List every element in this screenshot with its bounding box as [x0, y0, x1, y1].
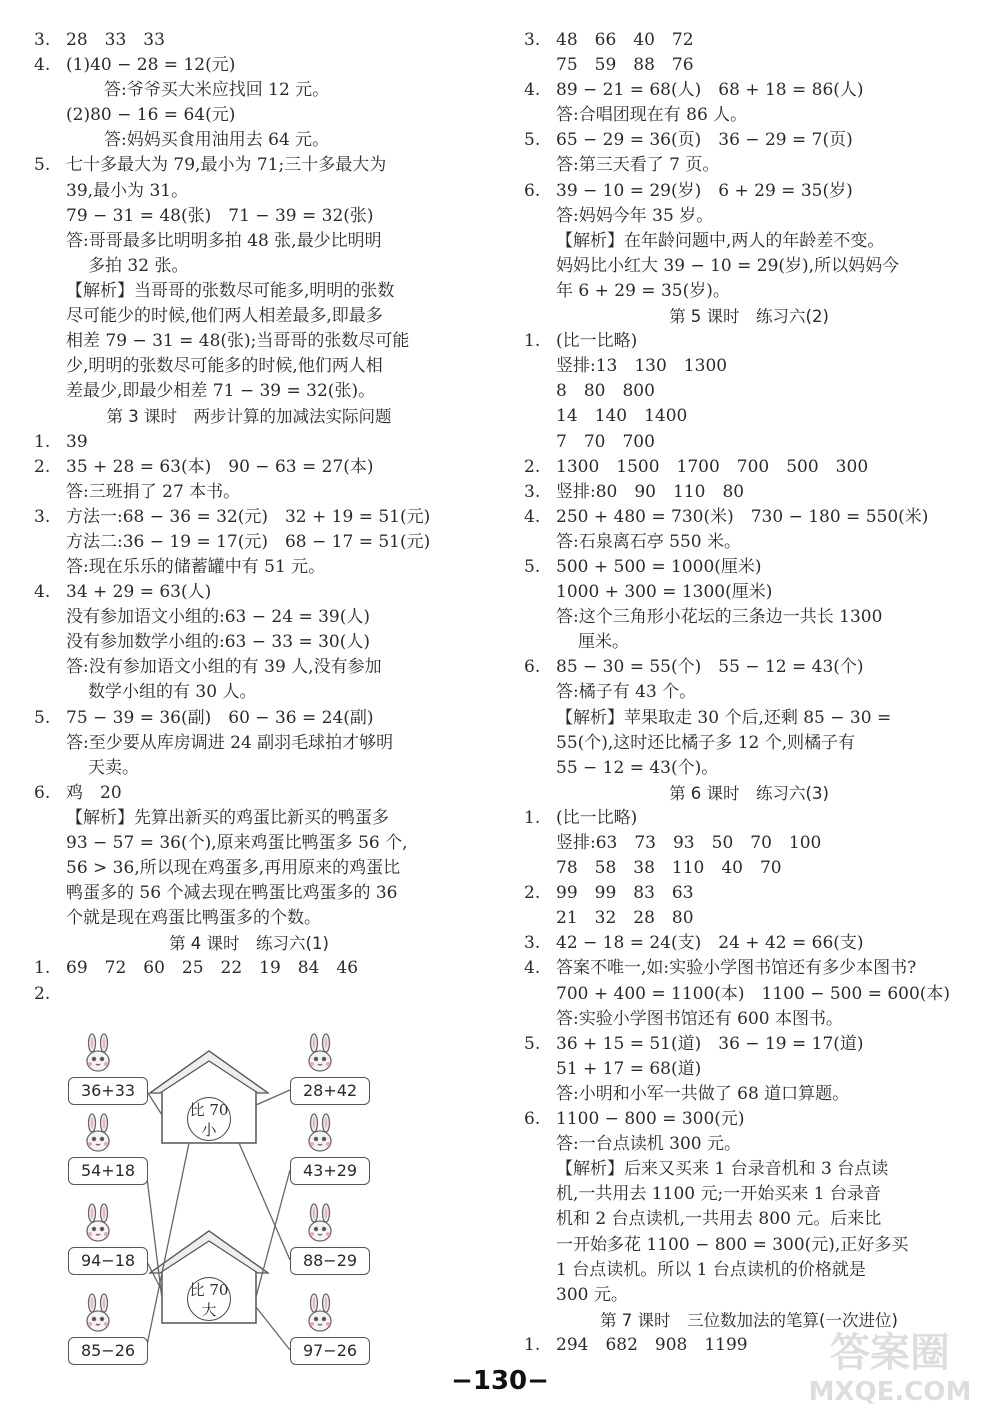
answer-line: [524, 756, 974, 781]
answer-text: 【解析】苹果取走 30 个后,还剩 85 − 30 =: [556, 707, 892, 728]
answer-text: 没有参加语文小组的:63 − 24 = 39(人): [66, 607, 370, 628]
answer-text: 答:至少要从库房调进 24 副羽毛球拍才够明: [66, 732, 394, 753]
answer-text: 79 − 31 = 48(张) 71 − 39 = 32(张): [66, 205, 374, 226]
answer-text: 竖排:63 73 93 50 70 100: [556, 833, 822, 853]
question-number: 4.: [524, 958, 541, 979]
answer-line: [34, 229, 464, 254]
answer-line: [524, 580, 974, 605]
answer-line: [524, 480, 974, 505]
answer-line: [524, 655, 974, 680]
answer-line: [524, 379, 974, 404]
answer-line: [524, 254, 974, 279]
answer-line: [524, 1032, 974, 1057]
answer-text: 36 + 15 = 51(道) 36 − 19 = 17(道): [556, 1033, 864, 1054]
answer-line: [34, 179, 464, 204]
answer-line: [34, 103, 464, 128]
answer-text: 竖排:13 130 1300: [556, 356, 728, 377]
right-expression-box: 97−26: [290, 1337, 370, 1365]
answer-line: [34, 329, 464, 354]
question-number: 3.: [524, 481, 541, 502]
answer-line: [524, 404, 974, 429]
answer-text: 答:三班捐了 27 本书。: [66, 481, 241, 502]
answer-text: 99 99 83 63: [556, 883, 694, 904]
answer-line: [34, 982, 464, 1007]
answer-text: 差最少,即最少相差 71 − 39 = 32(张)。: [66, 381, 376, 402]
question-number: 6.: [524, 657, 541, 678]
answer-text: 250 + 480 = 730(米) 730 − 180 = 550(米): [556, 506, 929, 527]
answer-text: 39,最小为 31。: [66, 180, 189, 201]
answer-line: [524, 430, 974, 455]
answer-text: 42 − 18 = 24(支) 24 + 42 = 66(支): [556, 933, 864, 954]
answer-line: [524, 1082, 974, 1107]
right-expression-box: 43+29: [290, 1157, 370, 1185]
answer-line: [34, 956, 464, 981]
question-number: 1.: [524, 1334, 541, 1355]
question-number: 5.: [34, 707, 51, 728]
question-number: 2.: [524, 456, 541, 477]
answer-line: [524, 505, 974, 530]
answer-text: 答:爷爷买大米应找回 12 元。: [104, 80, 330, 101]
right-expression-box: 28+42: [290, 1077, 370, 1105]
answer-line: [34, 655, 464, 680]
answer-text: 1000 + 300 = 1300(厘米): [556, 582, 773, 603]
answer-text: 1 台点读机。所以 1 台点读机的价格就是: [556, 1259, 866, 1280]
question-number: 4.: [524, 80, 541, 101]
answer-line: [34, 580, 464, 605]
right-column: [524, 28, 974, 1358]
answer-text: 答:石泉离石亭 550 米。: [556, 531, 741, 552]
question-number: 2.: [34, 983, 51, 1004]
answer-line: [34, 756, 464, 781]
answer-line: [34, 430, 464, 455]
answer-text: 厘米。: [578, 632, 629, 653]
answer-text: 机和 2 台点读机,一共用去 800 元。后来比: [556, 1209, 882, 1230]
answer-text: 鸡 20: [66, 782, 122, 803]
answer-text: 【解析】当哥哥的张数尽可能多,明明的张数: [66, 280, 395, 301]
answer-line: [524, 630, 974, 655]
answer-text: 少,明明的张数尽可能多的时候,他们两人相: [66, 356, 383, 377]
answer-text: 答:妈妈买食用油用去 64 元。: [104, 130, 330, 151]
house-label-greater-than-70: [187, 1277, 231, 1321]
answer-text: 答:合唱团现在有 86 人。: [556, 105, 748, 126]
answer-line: [34, 680, 464, 705]
answer-text: 55(个),这时还比橘子多 12 个,则橘子有: [556, 732, 856, 753]
answer-line: [524, 179, 974, 204]
answer-text: 7 70 700: [556, 431, 655, 452]
answer-text: 51 + 17 = 68(道): [556, 1058, 702, 1079]
answer-line: [524, 1207, 974, 1232]
answer-line: [524, 831, 974, 856]
watermark-title: 答案圈: [830, 1330, 950, 1376]
answer-text: 相差 79 − 31 = 48(张);当哥哥的张数尽可能: [66, 331, 410, 352]
left-expression-box: 94−18: [68, 1247, 148, 1275]
answer-line: [34, 906, 464, 931]
answer-line: [524, 1057, 974, 1082]
answer-line: [524, 555, 974, 580]
answer-text: 答:这个三角形小花坛的三条边一共长 1300: [556, 607, 883, 628]
answer-line: [34, 706, 464, 731]
answer-text: 48 66 40 72: [556, 30, 694, 50]
rabbit-icon: [78, 1293, 118, 1335]
answer-text: 65 − 29 = 36(页) 36 − 29 = 7(页): [556, 130, 853, 151]
answer-text: 机,一共用去 1100 元;一开始买来 1 台录音: [556, 1184, 881, 1205]
answer-text: 答:橘子有 43 个。: [556, 682, 697, 703]
answer-text: 多拍 32 张。: [88, 255, 189, 276]
answer-line: [524, 982, 974, 1007]
answer-line: [524, 128, 974, 153]
house-label-less-than-70: [187, 1097, 231, 1141]
answer-line: [34, 630, 464, 655]
answer-line: [524, 1157, 974, 1182]
answer-text: 答案不唯一,如:实验小学图书馆还有多少本图书?: [556, 958, 917, 979]
answer-line: [34, 128, 464, 153]
section-heading: 第 7 课时 三位数加法的笔算(一次进位): [600, 1310, 898, 1330]
answer-line: [524, 455, 974, 480]
answer-line: [34, 731, 464, 756]
answer-text: 答:没有参加语文小组的有 39 人,没有参加: [66, 657, 382, 678]
answer-line: [524, 1007, 974, 1032]
question-number: 1.: [34, 431, 51, 452]
answer-line: [524, 731, 974, 756]
answer-line: [524, 1182, 974, 1207]
answer-line: [524, 329, 974, 354]
answer-line: [524, 53, 974, 78]
answer-line: [34, 304, 464, 329]
connector-line: [146, 1170, 162, 1299]
answer-line: [34, 78, 464, 103]
answer-line: [524, 1283, 974, 1308]
section-heading: 第 4 课时 练习六(1): [169, 934, 329, 954]
answer-text: 89 − 21 = 68(人) 68 + 18 = 86(人): [556, 80, 864, 101]
question-number: 5.: [524, 1033, 541, 1054]
answer-text: 没有参加数学小组的:63 − 33 = 30(人): [66, 632, 370, 653]
connector-line: [256, 1307, 290, 1350]
answer-line: [34, 379, 464, 404]
left-expression-box: 85−26: [68, 1337, 148, 1365]
answer-text: 300 元。: [556, 1284, 628, 1305]
connector-line: [256, 1170, 290, 1297]
left-expression-box: 54+18: [68, 1157, 148, 1185]
answer-line: [524, 28, 974, 53]
left-expression-box: 36+33: [68, 1077, 148, 1105]
answer-line: [34, 831, 464, 856]
answer-text: 鸭蛋多的 56 个减去现在鸭蛋比鸡蛋多的 36: [66, 883, 398, 904]
rabbit-icon: [78, 1113, 118, 1155]
answer-text: 天卖。: [88, 757, 139, 778]
answer-text: 85 − 30 = 55(个) 55 − 12 = 43(个): [556, 657, 864, 678]
answer-line: [34, 53, 464, 78]
answer-text: 妈妈比小红大 39 − 10 = 29(岁),所以妈妈今: [556, 255, 900, 276]
answer-line: [524, 103, 974, 128]
answer-line: [34, 354, 464, 379]
answer-text: 8 80 800: [556, 381, 655, 402]
answer-line: [524, 680, 974, 705]
answer-line: [34, 480, 464, 505]
answer-text: 数学小组的有 30 人。: [88, 682, 257, 703]
answer-line: [524, 806, 974, 831]
answer-text: 答:一台点读机 300 元。: [556, 1134, 741, 1155]
answer-line: [524, 1233, 974, 1258]
answer-line: [524, 354, 974, 379]
house-label-line: 比 70: [189, 1280, 229, 1299]
watermark-logo: [790, 1316, 990, 1408]
answer-text: (1)40 − 28 = 12(元): [66, 55, 236, 76]
answer-line: [34, 153, 464, 178]
rabbit-icon: [78, 1033, 118, 1075]
question-number: 4.: [524, 506, 541, 527]
answer-text: 答:实验小学图书馆还有 600 本图书。: [556, 1008, 843, 1029]
answer-text: (2)80 − 16 = 64(元): [66, 105, 236, 126]
answer-text: 35 + 28 = 63(本) 90 − 63 = 27(本): [66, 456, 374, 477]
question-number: 1.: [524, 807, 541, 828]
question-number: 1.: [34, 958, 51, 979]
answer-text: 78 58 38 110 40 70: [556, 858, 782, 879]
answer-text: 14 140 1400: [556, 406, 688, 427]
question-number: 6.: [524, 1109, 541, 1130]
answer-line: [34, 881, 464, 906]
left-column: [34, 28, 464, 1387]
answer-text: 75 59 88 76: [556, 55, 694, 76]
answer-text: 1300 1500 1700 700 500 300: [556, 456, 869, 477]
answer-text: 21 32 28 80: [556, 908, 694, 929]
answer-text: 34 + 29 = 63(人): [66, 582, 212, 603]
answer-line: [524, 706, 974, 731]
answer-line: [34, 455, 464, 480]
answer-line: [34, 856, 464, 881]
section-heading: 第 6 课时 练习六(3): [669, 783, 829, 803]
connector-line: [146, 1090, 162, 1115]
answer-line: [524, 881, 974, 906]
answer-line: [524, 1132, 974, 1157]
answer-text: 39: [66, 431, 88, 452]
answer-line: [524, 204, 974, 229]
answer-line: [34, 605, 464, 630]
page-number: −130−: [451, 1366, 549, 1396]
answer-line: [524, 153, 974, 178]
answer-text: 答:现在乐乐的储蓄罐中有 51 元。: [66, 556, 326, 577]
answer-line: [524, 931, 974, 956]
answer-text: 七十多最大为 79,最小为 71;三十多最大为: [66, 155, 387, 176]
answer-line: [524, 1107, 974, 1132]
rabbit-icon: [78, 1203, 118, 1245]
answer-text: 39 − 10 = 29(岁) 6 + 29 = 35(岁): [556, 180, 853, 201]
answer-text: 竖排:80 90 110 80: [556, 481, 745, 502]
answer-text: 方法二:36 − 19 = 17(元) 68 − 17 = 51(元): [66, 531, 431, 552]
rabbit-icon: [300, 1113, 340, 1155]
answer-text: 75 − 39 = 36(副) 60 − 36 = 24(副): [66, 707, 374, 728]
question-number: 6.: [524, 180, 541, 201]
answer-text: 93 − 57 = 36(个),原来鸡蛋比鸭蛋多 56 个,: [66, 833, 408, 853]
answer-text: (比一比略): [556, 331, 638, 352]
question-number: 5.: [524, 130, 541, 151]
answer-text: 700 + 400 = 1100(本) 1100 − 500 = 600(本): [556, 983, 951, 1004]
answer-line: [524, 906, 974, 931]
answer-line: [34, 28, 464, 53]
answer-text: 年 6 + 29 = 35(岁)。: [556, 280, 730, 301]
question-number: 3.: [34, 30, 51, 50]
watermark-url: MXQE.COM: [808, 1377, 972, 1407]
answer-line: [34, 781, 464, 806]
answer-text: 28 33 33: [66, 30, 165, 50]
answer-text: 294 682 908 1199: [556, 1334, 748, 1355]
answer-line: [524, 279, 974, 304]
question-number: 3.: [524, 30, 541, 50]
answer-text: 方法一:68 − 36 = 32(元) 32 + 19 = 51(元): [66, 506, 431, 527]
right-expression-box: 88−29: [290, 1247, 370, 1275]
answer-text: 1100 − 800 = 300(元): [556, 1109, 745, 1130]
answer-text: 答:小明和小军一共做了 68 道口算题。: [556, 1083, 850, 1104]
question-number: 5.: [34, 155, 51, 176]
answer-text: 尽可能少的时候,他们两人相差最多,即最多: [66, 306, 383, 327]
answer-line: [524, 78, 974, 103]
question-number: 4.: [34, 55, 51, 76]
answer-line: [524, 605, 974, 630]
answer-text: 500 + 500 = 1000(厘米): [556, 556, 762, 577]
answer-line: [524, 530, 974, 555]
house-label-line: 小: [201, 1120, 217, 1139]
question-number: 2.: [34, 456, 51, 477]
answer-line: [524, 229, 974, 254]
matching-figure: [34, 1007, 464, 1387]
answer-line: [34, 505, 464, 530]
answer-line: [34, 530, 464, 555]
question-number: 2.: [524, 883, 541, 904]
answer-text: (比一比略): [556, 807, 638, 828]
rabbit-icon: [300, 1203, 340, 1245]
answer-text: 【解析】先算出新买的鸡蛋比新买的鸭蛋多: [66, 807, 389, 828]
question-number: 3.: [524, 933, 541, 954]
connector-line: [239, 1143, 290, 1260]
answer-line: [34, 806, 464, 831]
answer-line: [524, 1258, 974, 1283]
question-number: 6.: [34, 782, 51, 803]
rabbit-icon: [300, 1033, 340, 1075]
answer-line: [34, 204, 464, 229]
answer-line: [524, 856, 974, 881]
question-number: 5.: [524, 556, 541, 577]
house-label-line: 大: [201, 1300, 217, 1319]
answer-text: 答:哥哥最多比明明多拍 48 张,最少比明明: [66, 230, 382, 251]
rabbit-icon: [300, 1293, 340, 1335]
question-number: 3.: [34, 506, 51, 527]
answer-text: 个就是现在鸡蛋比鸭蛋多的个数。: [66, 908, 321, 929]
answer-text: 56 > 36,所以现在鸡蛋多,再用原来的鸡蛋比: [66, 858, 401, 879]
question-number: 1.: [524, 331, 541, 352]
answer-line: [34, 279, 464, 304]
answer-text: 69 72 60 25 22 19 84 46: [66, 958, 359, 979]
answer-line: [34, 254, 464, 279]
section-heading: 第 5 课时 练习六(2): [669, 307, 829, 327]
answer-text: 【解析】在年龄问题中,两人的年龄差不变。: [556, 230, 885, 251]
section-heading: 第 3 课时 两步计算的加减法实际问题: [106, 407, 392, 427]
answer-line: [524, 956, 974, 981]
answer-text: 55 − 12 = 43(个)。: [556, 757, 719, 778]
answer-line: [34, 555, 464, 580]
question-number: 4.: [34, 582, 51, 603]
answer-text: 答:妈妈今年 35 岁。: [556, 205, 714, 226]
answer-text: 【解析】后来又买来 1 台录音机和 3 台点读: [556, 1159, 889, 1180]
answer-text: 答:第三天看了 7 页。: [556, 155, 720, 176]
answer-text: 一开始多花 1100 − 800 = 300(元),正好多买: [556, 1234, 909, 1255]
connector-line: [146, 1143, 189, 1350]
house-label-line: 比 70: [189, 1100, 229, 1119]
